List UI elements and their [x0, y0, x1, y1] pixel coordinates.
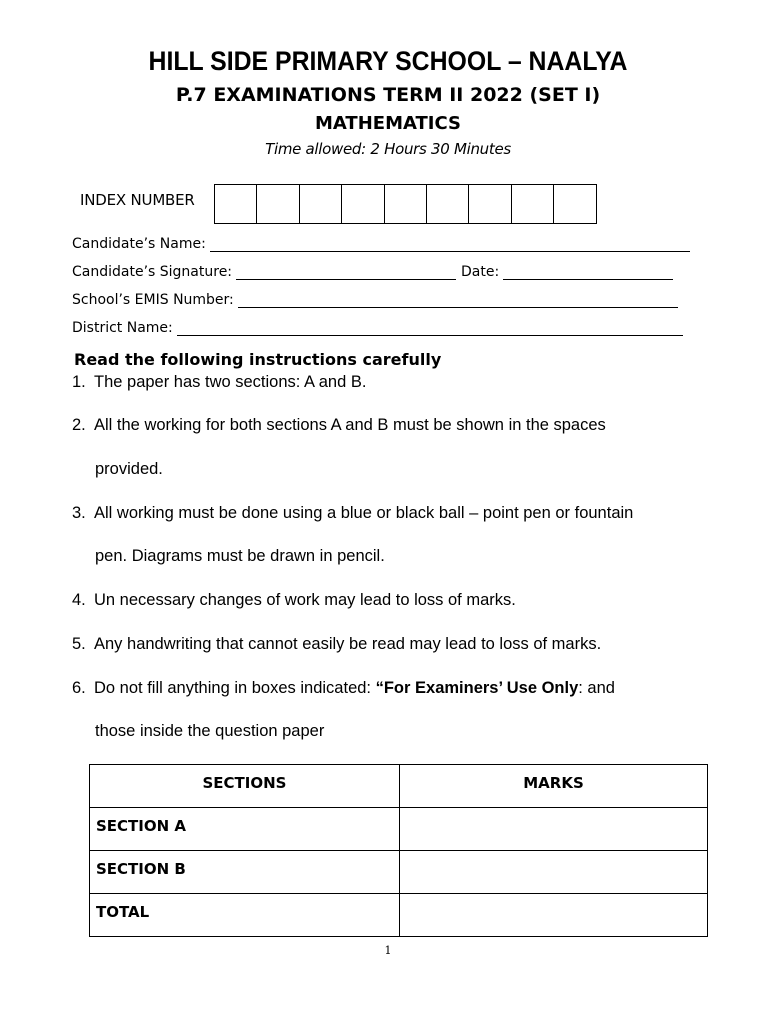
candidate-signature-label: Candidate’s Signature:	[72, 264, 233, 280]
district-name-line[interactable]	[177, 321, 683, 336]
index-number-box[interactable]	[215, 185, 257, 223]
date-label: Date:	[461, 264, 500, 280]
candidate-signature-field[interactable]	[72, 264, 673, 280]
total-cell: TOTAL	[90, 894, 400, 937]
district-name-label: District Name:	[72, 320, 173, 336]
examiners-use-only-text: “For Examiners’ Use Only	[375, 679, 579, 697]
exam-title: P.7 EXAMINATIONS TERM II 2022 (SET I)	[175, 84, 601, 106]
date-line[interactable]	[503, 265, 673, 280]
sections-header: SECTIONS	[90, 765, 400, 808]
emis-number-line[interactable]	[238, 293, 678, 308]
instruction-item: 4. Un necessary changes of work may lead to loss of marks.	[72, 591, 516, 609]
index-number-label: INDEX NUMBER	[80, 191, 195, 209]
instruction-continuation: provided.	[95, 460, 163, 478]
instruction-continuation: pen. Diagrams must be drawn in pencil.	[95, 547, 385, 565]
instruction-continuation: those inside the question paper	[95, 722, 325, 740]
table-header-row	[90, 765, 708, 808]
candidate-signature-line[interactable]	[236, 265, 456, 280]
table-row	[90, 808, 708, 851]
instruction-item: 3. All working must be done using a blue or black ball – point pen or fountain	[72, 504, 634, 522]
index-number-box[interactable]	[300, 185, 342, 223]
emis-number-field[interactable]	[72, 292, 678, 308]
time-allowed: Time allowed: 2 Hours 30 Minutes	[265, 140, 511, 158]
index-number-box[interactable]	[342, 185, 384, 223]
section-b-cell: SECTION B	[90, 851, 400, 894]
candidate-name-field[interactable]	[72, 236, 690, 252]
candidate-name-line[interactable]	[210, 237, 690, 252]
total-marks-cell[interactable]	[400, 894, 708, 937]
instruction-item: 1. The paper has two sections: A and B.	[72, 373, 367, 391]
marks-header: MARKS	[400, 765, 708, 808]
index-number-box[interactable]	[257, 185, 299, 223]
instruction-item: 2. All the working for both sections A and B must be shown in the spaces	[72, 416, 606, 434]
index-number-box[interactable]	[385, 185, 427, 223]
page-number: 1	[384, 944, 392, 957]
school-name: HILL SIDE PRIMARY SCHOOL – NAALYA	[148, 46, 628, 76]
index-number-boxes	[214, 184, 597, 224]
emis-number-label: School’s EMIS Number:	[72, 292, 234, 308]
subject-title: MATHEMATICS	[314, 113, 461, 134]
instruction-item: 6. Do not fill anything in boxes indicated: “For Examiners’ Use Only: and	[72, 679, 615, 697]
district-name-field[interactable]	[72, 320, 683, 336]
index-number-box[interactable]	[554, 185, 596, 223]
section-a-marks-cell[interactable]	[400, 808, 708, 851]
instruction-item: 5. Any handwriting that cannot easily be read may lead to loss of marks.	[72, 635, 602, 653]
index-number-box[interactable]	[427, 185, 469, 223]
section-a-cell: SECTION A	[90, 808, 400, 851]
candidate-name-label: Candidate’s Name:	[72, 236, 206, 252]
table-row	[90, 894, 708, 937]
index-number-box[interactable]	[512, 185, 554, 223]
index-number-box[interactable]	[469, 185, 511, 223]
section-b-marks-cell[interactable]	[400, 851, 708, 894]
marks-table	[89, 764, 708, 937]
table-row	[90, 851, 708, 894]
instructions-heading: Read the following instructions carefully	[74, 350, 442, 369]
